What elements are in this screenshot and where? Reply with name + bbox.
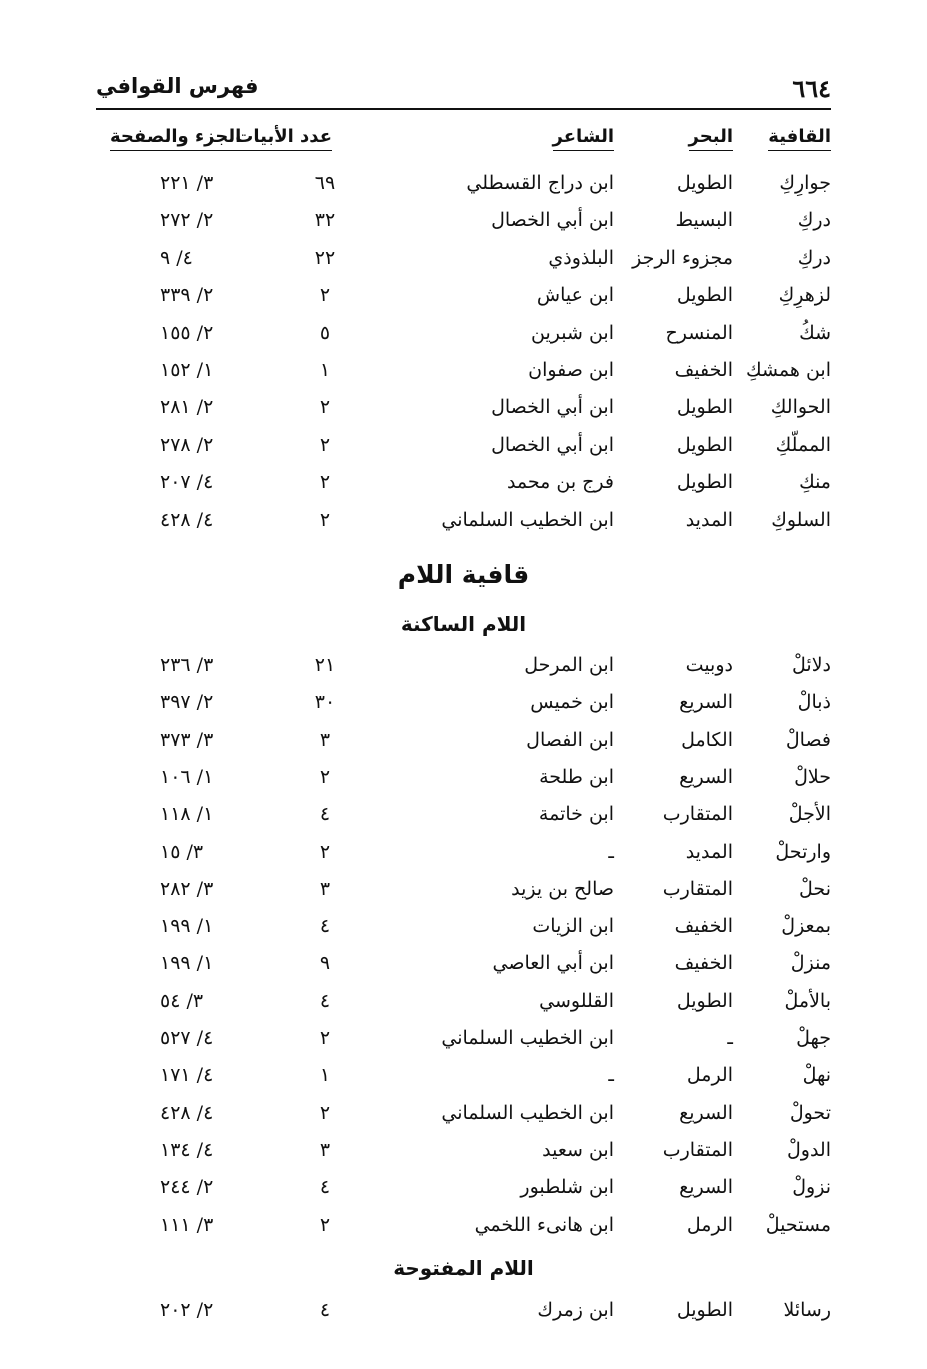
table-row bbox=[0, 172, 927, 208]
table-row bbox=[0, 1027, 927, 1063]
verse-count-cell: ١ bbox=[319, 359, 331, 381]
volume-page-cell: ٣/ ٢٣٦ bbox=[160, 654, 214, 676]
rhyme-cell: دركِ bbox=[797, 209, 831, 232]
table-row bbox=[0, 915, 927, 951]
meter-cell: ـ bbox=[727, 1027, 733, 1049]
meter-cell: المتقارب bbox=[662, 877, 733, 900]
meter-cell: الطويل bbox=[676, 1299, 733, 1321]
verse-count-cell: ٢ bbox=[319, 508, 331, 531]
rhyme-cell: نزولْ bbox=[792, 1176, 831, 1199]
table-row bbox=[0, 359, 927, 395]
meter-cell: السريع bbox=[679, 691, 733, 714]
meter-cell: الطويل bbox=[676, 471, 733, 494]
table-row bbox=[0, 471, 927, 507]
poet-cell: ابن الزيات bbox=[532, 915, 614, 938]
volume-page-cell: ٣/ ٣٧٣ bbox=[160, 728, 214, 751]
poet-cell: ابن طلحة bbox=[539, 765, 614, 788]
table-row bbox=[0, 396, 927, 432]
meter-cell: السريع bbox=[679, 1176, 733, 1199]
rhyme-cell: الحوالكِ bbox=[770, 396, 831, 419]
table-row bbox=[0, 209, 927, 245]
meter-cell: الطويل bbox=[676, 172, 733, 194]
volume-page-cell: ٣/ ٢٢١ bbox=[160, 172, 214, 194]
meter-cell: المديد bbox=[685, 508, 733, 531]
rhyme-cell: منزلْ bbox=[790, 952, 831, 975]
table-row bbox=[0, 509, 927, 545]
verse-count-cell: ٢ bbox=[319, 433, 331, 456]
rhyme-cell: الدولْ bbox=[786, 1138, 831, 1161]
poet-cell: ابن شبرين bbox=[531, 321, 614, 344]
rhyme-cell: دلائلْ bbox=[792, 654, 831, 676]
verse-count-cell: ٣ bbox=[319, 728, 331, 751]
column-header-reference: الجزء والصفحة bbox=[110, 126, 241, 151]
rhyme-cell: تحولْ bbox=[789, 1101, 831, 1124]
volume-page-cell: ٢/ ٢٧٢ bbox=[160, 209, 214, 232]
poet-cell: ابن أبي الخصال bbox=[491, 209, 614, 232]
rhyme-cell: جهلْ bbox=[796, 1027, 831, 1049]
header-title: فهرس القوافي bbox=[96, 74, 259, 98]
table-row bbox=[0, 1176, 927, 1212]
poet-cell: ـ bbox=[608, 1064, 614, 1087]
volume-page-cell: ٣/ ١١١ bbox=[160, 1213, 214, 1236]
section-title: قافية اللام bbox=[397, 560, 530, 589]
volume-page-cell: ١/ ١٥٢ bbox=[160, 359, 214, 381]
meter-cell: السريع bbox=[679, 765, 733, 788]
volume-page-cell: ١/ ١٠٦ bbox=[160, 765, 214, 788]
volume-page-cell: ١/ ١١٨ bbox=[160, 803, 214, 826]
poet-cell: ابن الفصال bbox=[526, 728, 614, 751]
verse-count-cell: ٥ bbox=[319, 321, 331, 344]
meter-cell: الخفيف bbox=[674, 952, 733, 975]
verse-count-cell: ٦٩ bbox=[314, 172, 336, 194]
volume-page-cell: ٣/ ٥٤ bbox=[160, 989, 204, 1012]
rhyme-cell: حلالْ bbox=[794, 765, 831, 788]
table-row bbox=[0, 878, 927, 914]
meter-cell: الطويل bbox=[676, 284, 733, 307]
table-row bbox=[0, 1139, 927, 1175]
table-row bbox=[0, 322, 927, 358]
rhyme-cell: منكِ bbox=[799, 471, 831, 494]
poet-cell: ابن شلطبور bbox=[520, 1176, 614, 1199]
rhyme-cell: بمعزلْ bbox=[781, 915, 831, 938]
poet-cell: ابن خاتمة bbox=[538, 803, 614, 826]
verse-count-cell: ٢ bbox=[319, 1027, 331, 1049]
verse-count-cell: ٢ bbox=[319, 396, 331, 419]
verse-count-cell: ٢ bbox=[319, 1213, 331, 1236]
poet-cell: ابن عياش bbox=[536, 284, 614, 307]
volume-page-cell: ٢/ ٣٩٧ bbox=[160, 691, 214, 714]
subsection-title-maftuha: اللام المفتوحة bbox=[393, 1256, 534, 1280]
verse-count-cell: ٢١ bbox=[314, 654, 336, 676]
rhyme-cell: ابن همشكِ bbox=[745, 359, 831, 381]
rhyme-cell: رسائلا bbox=[783, 1299, 831, 1321]
meter-cell: المنسرح bbox=[665, 321, 733, 344]
table-row bbox=[0, 434, 927, 470]
rhyme-cell: بالأملْ bbox=[784, 989, 831, 1012]
volume-page-cell: ١/ ١٩٩ bbox=[160, 952, 214, 975]
meter-cell: دوبيت bbox=[685, 654, 733, 676]
meter-cell: الكامل bbox=[681, 728, 733, 751]
page-number: ٦٦٤ bbox=[792, 74, 831, 103]
verse-count-cell: ٣ bbox=[319, 877, 331, 900]
poet-cell: فرج بن محمد bbox=[506, 471, 614, 494]
poet-cell: صالح بن يزيد bbox=[511, 877, 614, 900]
volume-page-cell: ٣/ ٢٨٢ bbox=[160, 877, 214, 900]
meter-cell: الطويل bbox=[676, 396, 733, 419]
table-row bbox=[0, 654, 927, 690]
poet-cell: ابن صفوان bbox=[528, 359, 614, 381]
table-row bbox=[0, 1102, 927, 1138]
table-row bbox=[0, 729, 927, 765]
rhyme-cell: نحلْ bbox=[799, 877, 831, 900]
meter-cell: الطويل bbox=[676, 989, 733, 1012]
verse-count-cell: ٤ bbox=[319, 989, 331, 1012]
rhyme-cell: دركِ bbox=[797, 246, 831, 269]
volume-page-cell: ٤/ ٢٠٧ bbox=[160, 471, 214, 494]
meter-cell: الرمل bbox=[686, 1213, 733, 1236]
verse-count-cell: ٢ bbox=[319, 840, 331, 863]
rhyme-cell: جوارِكِ bbox=[779, 172, 831, 194]
running-header bbox=[96, 68, 831, 110]
table-row bbox=[0, 691, 927, 727]
verse-count-cell: ٣٠ bbox=[314, 691, 336, 714]
table-row bbox=[0, 990, 927, 1026]
poet-cell: ابن زمرك bbox=[537, 1299, 614, 1321]
volume-page-cell: ٤/ ١٧١ bbox=[160, 1064, 214, 1087]
verse-count-cell: ٤ bbox=[319, 915, 331, 938]
volume-page-cell: ٤/ ٤٢٨ bbox=[160, 508, 214, 531]
table-row bbox=[0, 952, 927, 988]
verse-count-cell: ٢ bbox=[319, 765, 331, 788]
column-header-poet: الشاعر bbox=[553, 126, 615, 151]
subsection-title-sakin: اللام الساكنة bbox=[400, 612, 527, 636]
poet-cell: ابن المرحل bbox=[524, 654, 614, 676]
volume-page-cell: ٢/ ٢٨١ bbox=[160, 396, 214, 419]
table-row bbox=[0, 1064, 927, 1100]
poet-cell: ابن أبي الخصال bbox=[491, 396, 614, 419]
verse-count-cell: ٣ bbox=[319, 1138, 331, 1161]
meter-cell: المتقارب bbox=[662, 1138, 733, 1161]
volume-page-cell: ٤/ ٤٢٨ bbox=[160, 1101, 214, 1124]
volume-page-cell: ٣/ ١٥ bbox=[160, 840, 204, 863]
rhyme-cell: المملّكِ bbox=[775, 433, 831, 456]
verse-count-cell: ٢ bbox=[319, 471, 331, 494]
volume-page-cell: ٢/ ١٥٥ bbox=[160, 321, 214, 344]
table-row bbox=[0, 766, 927, 802]
column-header-count: عدد الأبيات bbox=[240, 126, 332, 151]
poet-cell: ابن سعيد bbox=[542, 1138, 614, 1161]
volume-page-cell: ١/ ١٩٩ bbox=[160, 915, 214, 938]
rhyme-cell: فصالْ bbox=[785, 728, 831, 751]
verse-count-cell: ٤ bbox=[319, 803, 331, 826]
poet-cell: ابن أبي العاصي bbox=[492, 952, 614, 975]
poet-cell: ابن الخطيب السلماني bbox=[441, 508, 614, 531]
volume-page-cell: ٤/ ٩ bbox=[160, 246, 193, 269]
verse-count-cell: ٢ bbox=[319, 1101, 331, 1124]
meter-cell: السريع bbox=[679, 1101, 733, 1124]
poet-cell: ابن هانىء اللخمي bbox=[474, 1213, 614, 1236]
verse-count-cell: ١ bbox=[319, 1064, 331, 1087]
meter-cell: البسيط bbox=[675, 209, 733, 232]
poet-cell: ابن الخطيب السلماني bbox=[441, 1027, 614, 1049]
rhyme-cell: ذبالْ bbox=[797, 691, 831, 714]
rhyme-cell: السلوكِ bbox=[771, 508, 831, 531]
verse-count-cell: ٤ bbox=[319, 1299, 331, 1321]
poet-cell: ابن أبي الخصال bbox=[491, 433, 614, 456]
rhyme-cell: وارتحلْ bbox=[775, 840, 831, 863]
volume-page-cell: ٤/ ١٣٤ bbox=[160, 1138, 214, 1161]
meter-cell: الطويل bbox=[676, 433, 733, 456]
verse-count-cell: ٩ bbox=[319, 952, 331, 975]
rhyme-cell: لزهرِكِ bbox=[778, 284, 831, 307]
rhyme-cell: شكُ bbox=[799, 321, 831, 344]
poet-cell: ـ bbox=[608, 840, 614, 863]
verse-count-cell: ٢٢ bbox=[314, 246, 336, 269]
column-headers bbox=[0, 126, 927, 162]
verse-count-cell: ٢ bbox=[319, 284, 331, 307]
column-header-meter: البحر bbox=[689, 126, 733, 151]
table-row bbox=[0, 284, 927, 320]
rhyme-cell: مستحيلْ bbox=[765, 1213, 831, 1236]
rhyme-cell: نهلْ bbox=[802, 1064, 831, 1087]
poet-cell: ابن خميس bbox=[530, 691, 614, 714]
verse-count-cell: ٤ bbox=[319, 1176, 331, 1199]
volume-page-cell: ٤/ ٥٢٧ bbox=[160, 1027, 214, 1049]
meter-cell: الرمل bbox=[686, 1064, 733, 1087]
poet-cell: ابن الخطيب السلماني bbox=[441, 1101, 614, 1124]
verse-count-cell: ٣٢ bbox=[314, 209, 336, 232]
rhyme-cell: الأجلْ bbox=[788, 803, 831, 826]
poet-cell: القللوسي bbox=[539, 989, 614, 1012]
volume-page-cell: ٢/ ٣٣٩ bbox=[160, 284, 214, 307]
table-row bbox=[0, 1299, 927, 1335]
meter-cell: الخفيف bbox=[674, 915, 733, 938]
meter-cell: الخفيف bbox=[674, 359, 733, 381]
volume-page-cell: ٢/ ٢٤٤ bbox=[160, 1176, 214, 1199]
table-row bbox=[0, 247, 927, 283]
table-row bbox=[0, 1214, 927, 1250]
meter-cell: المديد bbox=[685, 840, 733, 863]
table-row bbox=[0, 841, 927, 877]
meter-cell: المتقارب bbox=[662, 803, 733, 826]
poet-cell: ابن دراج القسطلي bbox=[466, 172, 614, 194]
volume-page-cell: ٢/ ٢٠٢ bbox=[160, 1299, 214, 1321]
poet-cell: البلذوذي bbox=[548, 246, 614, 269]
meter-cell: مجزوء الرجز bbox=[632, 246, 733, 269]
column-header-rhyme: القافية bbox=[768, 126, 831, 151]
volume-page-cell: ٢/ ٢٧٨ bbox=[160, 433, 214, 456]
table-row bbox=[0, 803, 927, 839]
